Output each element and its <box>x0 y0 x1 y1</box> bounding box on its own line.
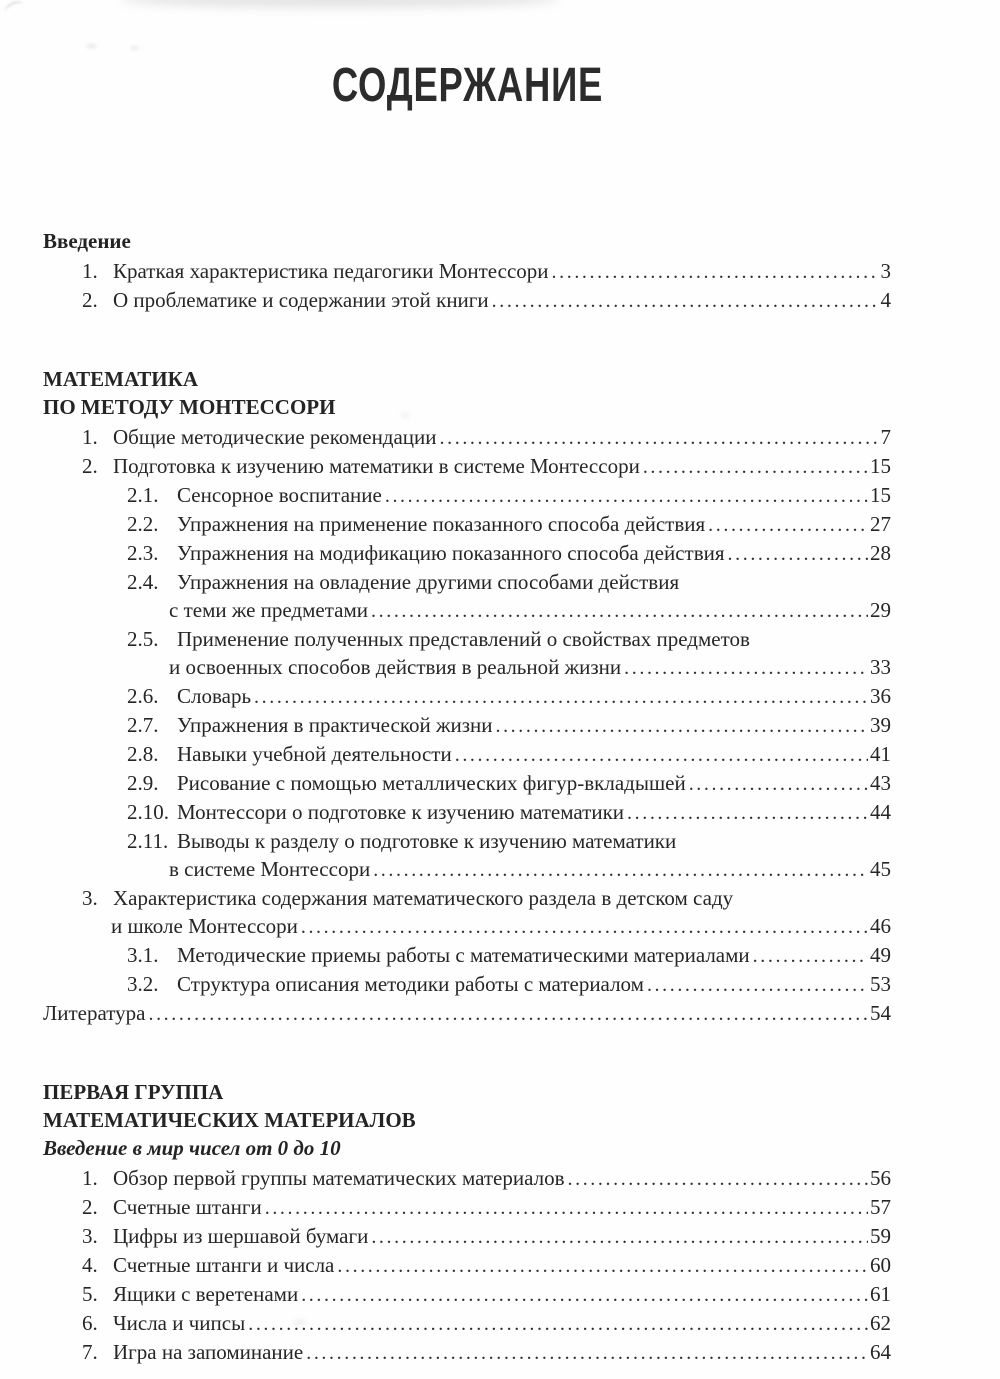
page-number: 46 <box>870 914 891 938</box>
toc-entry-line <box>43 286 891 315</box>
entry-title: Счетные штанги <box>113 1195 262 1219</box>
toc-section <box>43 227 891 315</box>
dot-leader <box>440 423 879 452</box>
entry-number: 3. <box>82 886 98 910</box>
entry-number: 5. <box>82 1282 98 1306</box>
toc-entry <box>43 257 891 286</box>
entry-title: Числа и чипсы <box>113 1311 246 1335</box>
entry-number: 2.8. <box>127 742 159 766</box>
toc-entry <box>43 481 891 510</box>
entry-title: Упражнения на модификацию показанного способа действия <box>177 541 725 565</box>
entry-number: 2.5. <box>127 627 159 651</box>
entry-title: Игра на запоминание <box>113 1340 304 1364</box>
entry-number: 2.6. <box>127 684 159 708</box>
toc-entry-line <box>43 1280 891 1309</box>
toc-entry-line <box>43 999 891 1028</box>
toc-entry <box>43 941 891 970</box>
entry-title: и школе Монтессори <box>111 914 298 938</box>
dot-leader <box>455 740 868 769</box>
toc-entry <box>43 970 891 999</box>
entry-number: 6. <box>82 1311 98 1335</box>
toc-entry <box>43 827 891 884</box>
entry-title: О проблематике и содержании этой книги <box>113 288 489 312</box>
page-number: 28 <box>870 541 891 565</box>
entry-number: 2.4. <box>127 570 159 594</box>
toc-entry-line <box>43 855 891 884</box>
entry-number: 2. <box>82 1195 98 1219</box>
toc-entry <box>43 452 891 481</box>
dot-leader <box>728 539 868 568</box>
page-number: 36 <box>870 684 891 708</box>
entry-number: 2.2. <box>127 512 159 536</box>
entry-title: Счетные штанги и числа <box>113 1253 335 1277</box>
toc-entry <box>43 625 891 682</box>
dot-leader <box>373 855 868 884</box>
page-number: 3 <box>880 259 891 283</box>
toc-entry-line <box>43 1338 891 1367</box>
section-heading: Введение <box>43 229 131 253</box>
toc-entry-line <box>43 1164 891 1193</box>
dot-leader <box>337 1251 868 1280</box>
toc-entry-line <box>43 568 891 596</box>
toc-entry-line <box>43 798 891 827</box>
section-subtitle: Введение в мир чисел от 0 до 10 <box>43 1136 341 1160</box>
toc-entries <box>43 257 891 315</box>
toc-section <box>43 1078 891 1367</box>
toc-entry-line <box>43 769 891 798</box>
dot-leader <box>492 286 879 315</box>
entry-number: 2.7. <box>127 713 159 737</box>
toc-entry-line <box>43 941 891 970</box>
page-number: 44 <box>870 800 891 824</box>
entry-number: 2.3. <box>127 541 159 565</box>
entry-number: 2.11. <box>127 829 169 853</box>
toc-entry-line <box>43 596 891 625</box>
toc-entry-line <box>43 257 891 286</box>
dot-leader <box>301 1280 868 1309</box>
toc-entry <box>43 568 891 625</box>
page-number: 27 <box>870 512 891 536</box>
dot-leader <box>248 1309 868 1338</box>
page-number: 57 <box>870 1195 891 1219</box>
toc-section <box>43 365 891 1028</box>
entry-number: 4. <box>82 1253 98 1277</box>
entry-title: Рисование с помощью металлических фигур-вкладышей <box>177 771 686 795</box>
toc-entry <box>43 423 891 452</box>
section-heading: МАТЕМАТИКА <box>43 367 199 391</box>
toc-entry-line <box>43 510 891 539</box>
toc-entry <box>43 1164 891 1193</box>
toc-entry-line <box>43 682 891 711</box>
dot-leader <box>306 1338 868 1367</box>
entry-number: 2.10. <box>127 800 169 824</box>
entry-title: Применение полученных представлений о свойствах предметов <box>177 627 750 651</box>
toc-entry-line <box>43 539 891 568</box>
entry-title: Навыки учебной деятельности <box>177 742 452 766</box>
entry-title: Краткая характеристика педагогики Монтессори <box>113 259 549 283</box>
dot-leader <box>689 769 868 798</box>
dot-leader <box>371 1222 868 1251</box>
page-number: 33 <box>870 655 891 679</box>
entry-number: 2.1. <box>127 483 159 507</box>
toc-entry <box>43 1193 891 1222</box>
dot-leader <box>753 941 868 970</box>
toc-entry-line <box>43 740 891 769</box>
toc-entry-line <box>43 1193 891 1222</box>
toc-entries <box>43 1164 891 1367</box>
toc-entry-line <box>43 711 891 740</box>
toc-entry-line <box>43 452 891 481</box>
toc-entry-line <box>43 1251 891 1280</box>
entry-title: Сенсорное воспитание <box>177 483 382 507</box>
dot-leader <box>371 596 868 625</box>
page-number: 49 <box>870 943 891 967</box>
toc-entry <box>43 798 891 827</box>
page-title-wrap <box>43 0 891 121</box>
dot-leader <box>708 510 868 539</box>
dot-leader <box>265 1193 868 1222</box>
dot-leader <box>385 481 868 510</box>
toc-entry <box>43 1309 891 1338</box>
dot-leader <box>627 798 868 827</box>
entry-number: 1. <box>82 259 98 283</box>
toc-entry-line <box>43 1222 891 1251</box>
dot-leader <box>301 912 868 941</box>
dot-leader <box>148 999 868 1028</box>
table-of-contents <box>43 227 891 1367</box>
page-number: 45 <box>870 857 891 881</box>
page-number: 60 <box>870 1253 891 1277</box>
page-number: 15 <box>870 483 891 507</box>
entry-title: Структура описания методики работы с материалом <box>177 972 644 996</box>
toc-entry-line <box>43 653 891 682</box>
entry-number: 1. <box>82 425 98 449</box>
dot-leader <box>495 711 868 740</box>
dot-leader <box>254 682 868 711</box>
entry-title: Цифры из шершавой бумаги <box>113 1224 369 1248</box>
toc-entry <box>43 682 891 711</box>
entry-number: 2. <box>82 454 98 478</box>
toc-entry <box>43 1251 891 1280</box>
entry-title: Выводы к разделу о подготовке к изучению математики <box>177 829 677 853</box>
page-number: 41 <box>870 742 891 766</box>
toc-entry <box>43 769 891 798</box>
toc-entry-line <box>43 884 891 912</box>
page-number: 64 <box>870 1340 891 1364</box>
toc-entry-line <box>43 625 891 653</box>
scan-artifact <box>3 0 27 19</box>
page-number: 62 <box>870 1311 891 1335</box>
toc-entry-line <box>43 912 891 941</box>
entry-title: Подготовка к изучению математики в системе Монтессори <box>113 454 640 478</box>
toc-entry <box>43 1222 891 1251</box>
section-heading: МАТЕМАТИЧЕСКИХ МАТЕРИАЛОВ <box>43 1108 416 1132</box>
page-number: 53 <box>870 972 891 996</box>
toc-entry <box>43 1338 891 1367</box>
toc-entries <box>43 423 891 1028</box>
entry-title: Методические приемы работы с математическими материалами <box>177 943 750 967</box>
dot-leader <box>552 257 879 286</box>
entry-title: Упражнения на применение показанного способа действия <box>177 512 706 536</box>
toc-entry-line <box>43 970 891 999</box>
section-heading: ПО МЕТОДУ МОНТЕССОРИ <box>43 395 336 419</box>
entry-number: 1. <box>82 1166 98 1190</box>
page-number: 56 <box>870 1166 891 1190</box>
entry-title: и освоенных способов действия в реальной жизни <box>169 655 622 679</box>
entry-title: Ящики с веретенами <box>113 1282 299 1306</box>
entry-number: 3.2. <box>127 972 159 996</box>
toc-entry <box>43 999 891 1028</box>
entry-title: Литература <box>43 1001 146 1025</box>
toc-entry <box>43 711 891 740</box>
entry-title: Монтессори о подготовке к изучению математики <box>177 800 625 824</box>
toc-entry <box>43 286 891 315</box>
page-number: 4 <box>880 288 891 312</box>
toc-entry-line <box>43 423 891 452</box>
page-number: 29 <box>870 598 891 622</box>
entry-number: 3.1. <box>127 943 159 967</box>
entry-number: 3. <box>82 1224 98 1248</box>
toc-entry-line <box>43 1309 891 1338</box>
toc-entry-line <box>43 827 891 855</box>
toc-entry-line <box>43 481 891 510</box>
dot-leader <box>568 1164 869 1193</box>
toc-entry <box>43 740 891 769</box>
entry-number: 7. <box>82 1340 98 1364</box>
page-title: СОДЕРЖАНИЕ <box>331 59 603 112</box>
dot-leader <box>624 653 868 682</box>
page-number: 59 <box>870 1224 891 1248</box>
page-number: 54 <box>870 1001 891 1025</box>
page-number: 43 <box>870 771 891 795</box>
dot-leader <box>647 970 868 999</box>
page-number: 61 <box>870 1282 891 1306</box>
entry-title: Упражнения в практической жизни <box>177 713 493 737</box>
toc-entry <box>43 884 891 941</box>
entry-title: Словарь <box>177 684 252 708</box>
section-heading: ПЕРВАЯ ГРУППА <box>43 1080 224 1104</box>
entry-title: Общие методические рекомендации <box>113 425 437 449</box>
entry-title: Обзор первой группы математических материалов <box>113 1166 565 1190</box>
page-number: 7 <box>880 425 891 449</box>
toc-entry <box>43 510 891 539</box>
toc-entry <box>43 1280 891 1309</box>
entry-number: 2.9. <box>127 771 159 795</box>
entry-title: Упражнения на овладение другими способами действия <box>177 570 680 594</box>
entry-number: 2. <box>82 288 98 312</box>
entry-title: в системе Монтессори <box>169 857 371 881</box>
entry-title: Характеристика содержания математического раздела в детском саду <box>113 886 734 910</box>
page-number: 15 <box>870 454 891 478</box>
dot-leader <box>643 452 868 481</box>
entry-title: с теми же предметами <box>169 598 369 622</box>
page-number: 39 <box>870 713 891 737</box>
toc-entry <box>43 539 891 568</box>
document-page <box>43 0 891 1367</box>
